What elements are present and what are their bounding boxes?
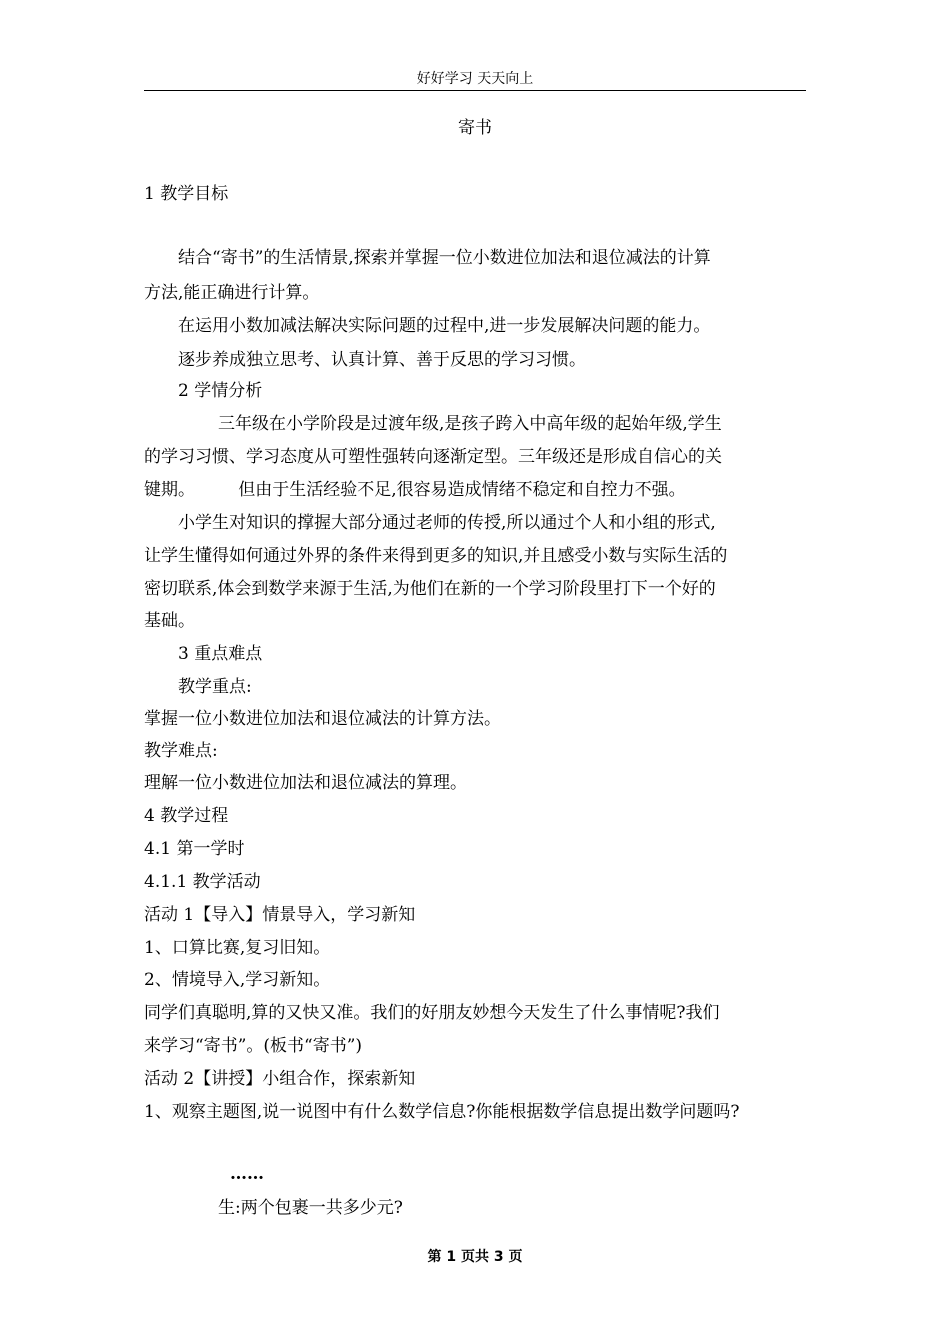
paragraph-line: 密切联系,体会到数学来源于生活,为他们在新的一个学习阶段里打下一个好的 — [144, 579, 716, 599]
paragraph-line: 基础。 — [144, 611, 195, 631]
paragraph-line: 同学们真聪明,算的又快又准。我们的好朋友妙想今天发生了什么事情呢?我们 — [144, 1003, 720, 1023]
document-title: 寄书 — [458, 118, 492, 138]
heading-teaching-process: 4 教学过程 — [144, 806, 229, 826]
paragraph-line: 键期。 但由于生活经验不足,很容易造成情绪不稳定和自控力不强。 — [144, 480, 686, 500]
paragraph-line: 小学生对知识的撑握大部分通过老师的传授,所以通过个人和小组的形式, — [178, 513, 716, 533]
paragraph-line: 在运用小数加减法解决实际问题的过程中,进一步发展解决问题的能力。 — [178, 316, 711, 336]
heading-key-difficult-points: 3 重点难点 — [178, 644, 263, 664]
page-footer: 第 1 页共 3 页 — [427, 1249, 523, 1265]
list-item: 1、口算比赛,复习旧知。 — [144, 938, 331, 958]
label-teaching-focus: 教学重点: — [178, 677, 252, 697]
paragraph-line: 生:两个包裹一共多少元? — [218, 1198, 403, 1218]
heading-teaching-activities: 4.1.1 教学活动 — [144, 872, 261, 892]
ellipsis: …… — [230, 1164, 264, 1184]
label-teaching-difficulty: 教学难点: — [144, 741, 218, 761]
paragraph-line: 理解一位小数进位加法和退位减法的算理。 — [144, 773, 467, 793]
paragraph-line: 结合“寄书”的生活情景,探索并掌握一位小数进位加法和退位减法的计算 — [178, 248, 711, 268]
activity-2-heading: 活动 2【讲授】小组合作，探索新知 — [144, 1069, 416, 1089]
paragraph-line: 来学习“寄书”。(板书“寄书”) — [144, 1036, 363, 1056]
paragraph-line: 逐步养成独立思考、认真计算、善于反思的学习习惯。 — [178, 350, 586, 370]
list-item: 1、观察主题图,说一说图中有什么数学信息?你能根据数学信息提出数学问题吗? — [144, 1102, 740, 1122]
heading-teaching-goals: 1 教学目标 — [144, 184, 229, 204]
heading-student-analysis: 2 学情分析 — [178, 381, 263, 401]
list-item: 2、情境导入,学习新知。 — [144, 970, 331, 990]
paragraph-line: 掌握一位小数进位加法和退位减法的计算方法。 — [144, 709, 501, 729]
activity-1-heading: 活动 1【导入】情景导入，学习新知 — [144, 905, 416, 925]
paragraph-line: 三年级在小学阶段是过渡年级,是孩子跨入中高年级的起始年级,学生 — [218, 414, 722, 434]
paragraph-line: 方法,能正确进行计算。 — [144, 283, 320, 303]
page-header: 好好学习 天天向上 — [144, 70, 806, 91]
paragraph-line: 的学习习惯、学习态度从可塑性强转向逐渐定型。三年级还是形成自信心的关 — [144, 447, 722, 467]
heading-first-period: 4.1 第一学时 — [144, 839, 245, 859]
paragraph-line: 让学生懂得如何通过外界的条件来得到更多的知识,并且感受小数与实际生活的 — [144, 546, 728, 566]
